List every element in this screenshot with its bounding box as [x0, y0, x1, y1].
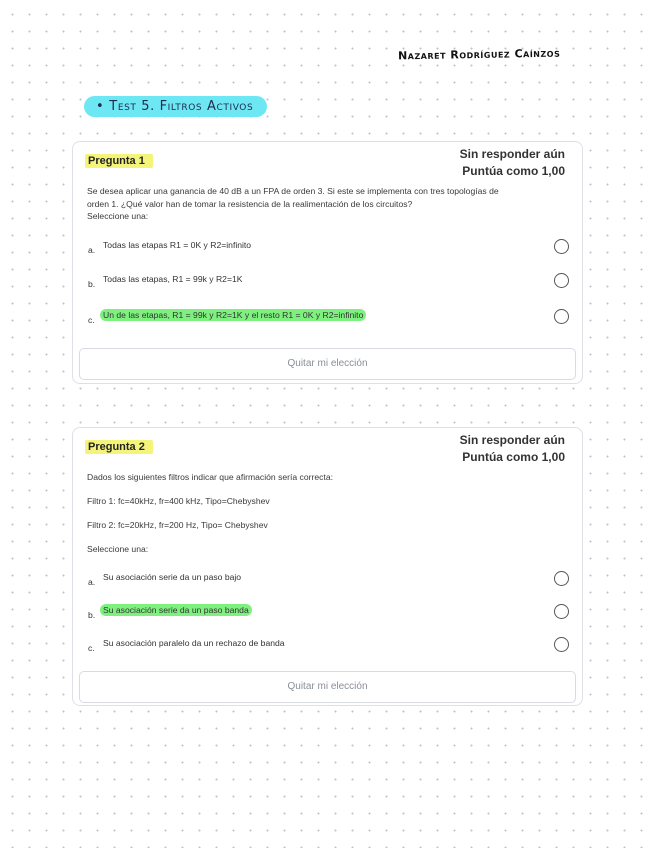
- option-letter: b.: [88, 279, 96, 289]
- radio-button[interactable]: [554, 571, 569, 586]
- radio-button[interactable]: [554, 239, 569, 254]
- answer-option-b[interactable]: [85, 604, 571, 624]
- answer-option-c[interactable]: [85, 637, 571, 657]
- test-title: [84, 96, 267, 117]
- status-text: Sin responder aún: [459, 433, 565, 447]
- clear-choice-button[interactable]: Quitar mi elección: [79, 348, 576, 380]
- question-status: [460, 432, 565, 466]
- question-text-line: orden 1. ¿Qué valor han de tomar la resistencia de la realimentación de los circuitos?: [87, 198, 413, 209]
- bullet-dot: •: [96, 99, 105, 114]
- score-text: Puntúa como 1,00: [462, 164, 565, 178]
- option-text: Su asociación serie da un paso bajo: [103, 572, 242, 582]
- status-text: Sin responder aún: [459, 147, 565, 161]
- clear-choice-button[interactable]: Quitar mi elección: [79, 671, 576, 703]
- option-letter: c.: [88, 643, 95, 653]
- option-text: Todas las etapas, R1 = 99k y R2=1K: [103, 274, 243, 284]
- question-intro: Dados los siguientes filtros indicar que afirmación sería correcta:: [87, 472, 333, 482]
- author-name: Nazaret Rodríguez Caínzos: [397, 46, 561, 63]
- radio-button[interactable]: [554, 273, 569, 288]
- option-text: Su asociación serie da un paso banda: [100, 604, 252, 616]
- filter-2-spec: Filtro 2: fc=20kHz, fr=200 Hz, Tipo= Chebyshev: [87, 520, 268, 530]
- radio-button[interactable]: [554, 637, 569, 652]
- score-text: Puntúa como 1,00: [462, 450, 565, 464]
- question-status: [460, 146, 565, 180]
- option-letter: c.: [88, 315, 95, 325]
- question-text: [87, 185, 567, 223]
- option-text: Un de las etapas, R1 = 99k y R2=1K y el resto R1 = 0K y R2=infinito: [100, 309, 366, 321]
- option-letter: a.: [88, 245, 96, 255]
- filter-1-spec: Filtro 1: fc=40kHz, fr=400 kHz, Tipo=Chebyshev: [87, 496, 270, 506]
- option-text: Todas las etapas R1 = 0K y R2=infinito: [103, 240, 252, 250]
- test-title-text: Test 5. Filtros Activos: [109, 99, 254, 114]
- select-prompt: Seleccione una:: [87, 544, 149, 554]
- radio-button[interactable]: [554, 309, 569, 324]
- option-text: Su asociación paralelo da un rechazo de banda: [103, 638, 285, 648]
- question-text-line: Se desea aplicar una ganancia de 40 dB a un FPA de orden 3. Si este se implementa con tres topologías de: [87, 186, 499, 196]
- select-prompt: Seleccione una:: [87, 211, 149, 221]
- radio-button[interactable]: [554, 604, 569, 619]
- question-card-2: [72, 427, 583, 706]
- answer-option-a[interactable]: [85, 239, 571, 259]
- option-letter: a.: [88, 577, 96, 587]
- answer-option-a[interactable]: [85, 571, 571, 591]
- option-letter: b.: [88, 610, 96, 620]
- answer-option-b[interactable]: [85, 273, 571, 293]
- answer-option-c[interactable]: [85, 309, 571, 329]
- question-label: Pregunta 2: [85, 440, 153, 454]
- question-card-1: [72, 141, 583, 384]
- question-label: Pregunta 1: [85, 154, 153, 168]
